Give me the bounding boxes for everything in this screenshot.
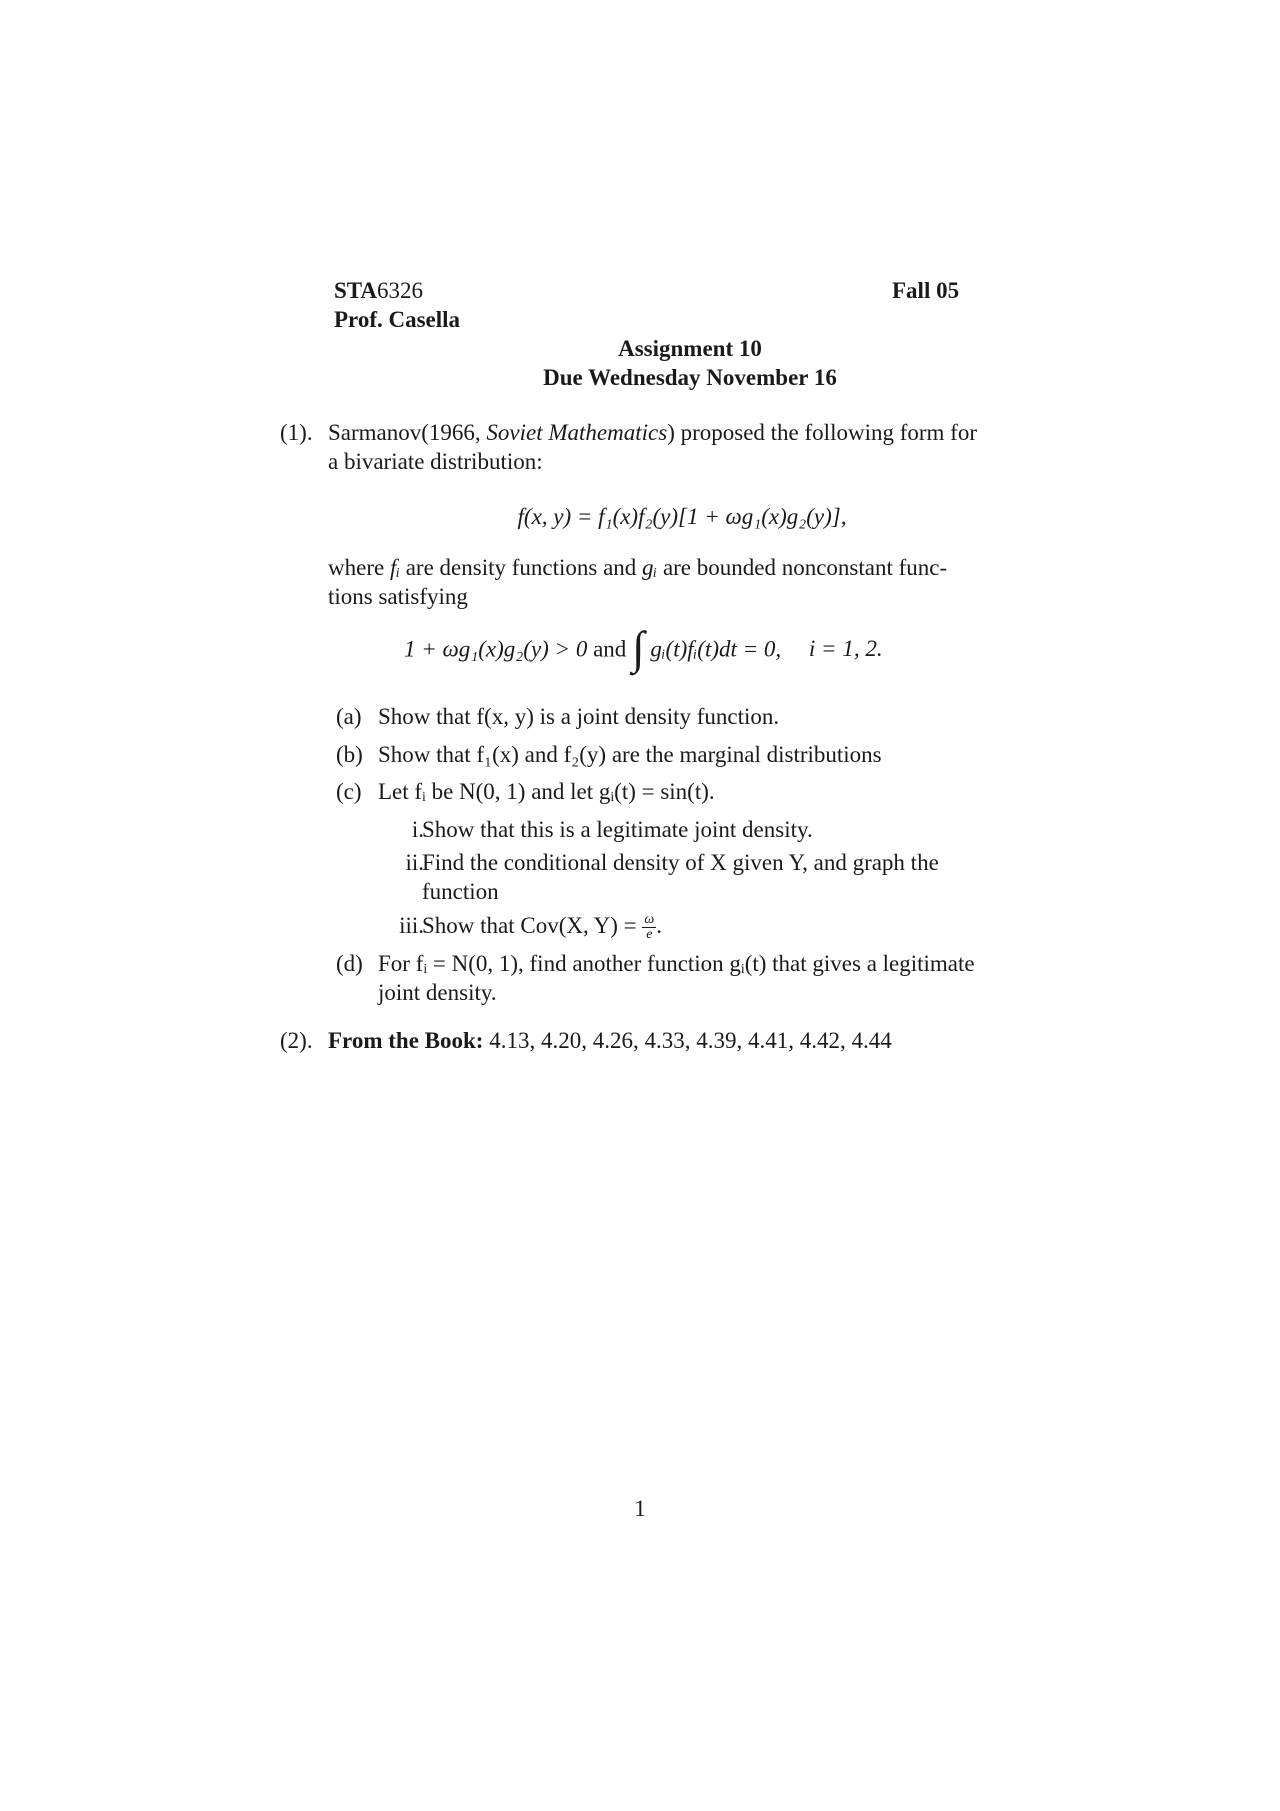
subpart-ii-label: ii. xyxy=(405,850,424,875)
part-b-text: Show that f₁(x) and f₂(y) are the marginal distributions xyxy=(378,742,882,767)
subpart-iii-label: iii. xyxy=(399,913,424,938)
part-b-label: (b) xyxy=(336,742,363,767)
course-code xyxy=(334,276,423,306)
problem-2-number: (2). xyxy=(280,1028,313,1053)
subpart-ii-text-line1: Find the conditional density of X given Y, and graph the xyxy=(422,850,939,875)
subpart-i-label: i. xyxy=(411,817,424,842)
due-date: Due Wednesday November 16 xyxy=(543,365,837,390)
problem-1-intro xyxy=(328,418,1036,448)
page-number: 1 xyxy=(634,1496,646,1521)
subpart-ii-text-line2: function xyxy=(422,879,499,904)
part-a-label: (a) xyxy=(336,704,362,729)
condition-and: and xyxy=(587,636,633,662)
part-c-text: Let fᵢ be N(0, 1) and let gᵢ(t) = sin(t). xyxy=(378,779,715,804)
journal-name: Soviet Mathematics xyxy=(486,420,668,445)
part-d-line1: For fᵢ = N(0, 1), find another function gᵢ(t) that gives a legitimate xyxy=(378,951,975,976)
integral-sign: ∫ xyxy=(632,622,645,673)
course-code-number: 6326 xyxy=(377,278,424,303)
condition-left: 1 + ωg₁(x)g₂(y) > 0 xyxy=(404,636,588,662)
subpart-i-text: Show that this is a legitimate joint density. xyxy=(422,817,813,842)
intro-text-before: Sarmanov(1966, xyxy=(328,420,487,445)
omega-over-e-fraction xyxy=(642,913,656,942)
from-the-book-label: From the Book: xyxy=(328,1028,484,1053)
where-text-a: where xyxy=(328,555,390,580)
fraction-denominator: e xyxy=(646,927,653,943)
where-fi: fᵢ xyxy=(389,555,400,580)
subpart-iii-text-end: . xyxy=(656,913,663,938)
where-clause-line1 xyxy=(328,553,1036,583)
problem-1-number: (1). xyxy=(280,420,313,445)
subpart-iii-text xyxy=(422,911,662,942)
term-label: Fall 05 xyxy=(892,278,960,303)
where-clause-line2: tions satisfying xyxy=(328,584,468,609)
part-d-label: (d) xyxy=(336,951,363,976)
exercise-list: 4.13, 4.20, 4.26, 4.33, 4.39, 4.41, 4.42, 4.44 xyxy=(489,1028,892,1053)
fraction-numerator: ω xyxy=(644,912,655,928)
condition-equation xyxy=(404,622,883,674)
where-gi: gᵢ xyxy=(642,555,658,580)
course-code-prefix: STA xyxy=(334,278,378,303)
part-a-text: Show that f(x, y) is a joint density function. xyxy=(378,704,780,729)
where-text-c: are bounded nonconstant func- xyxy=(657,555,948,580)
condition-index: i = 1, 2. xyxy=(808,636,883,662)
intro-text-after: ) proposed the following form for xyxy=(667,420,977,445)
display-equation: f(x, y) = f₁(x)f₂(y)[1 + ωg₁(x)g₂(y)], xyxy=(517,504,847,529)
condition-integral: gᵢ(t)fᵢ(t)dt = 0, xyxy=(650,636,782,662)
assignment-title: Assignment 10 xyxy=(618,336,762,361)
problem-1-intro-line2: a bivariate distribution: xyxy=(328,449,543,474)
where-text-b: are density functions and xyxy=(399,555,643,580)
professor-name: Prof. Casella xyxy=(334,307,461,332)
part-c-label: (c) xyxy=(336,779,362,804)
problem-2-text xyxy=(328,1026,892,1056)
subpart-iii-text-main: Show that Cov(X, Y) = xyxy=(422,913,643,938)
part-d-line2: joint density. xyxy=(378,980,497,1005)
